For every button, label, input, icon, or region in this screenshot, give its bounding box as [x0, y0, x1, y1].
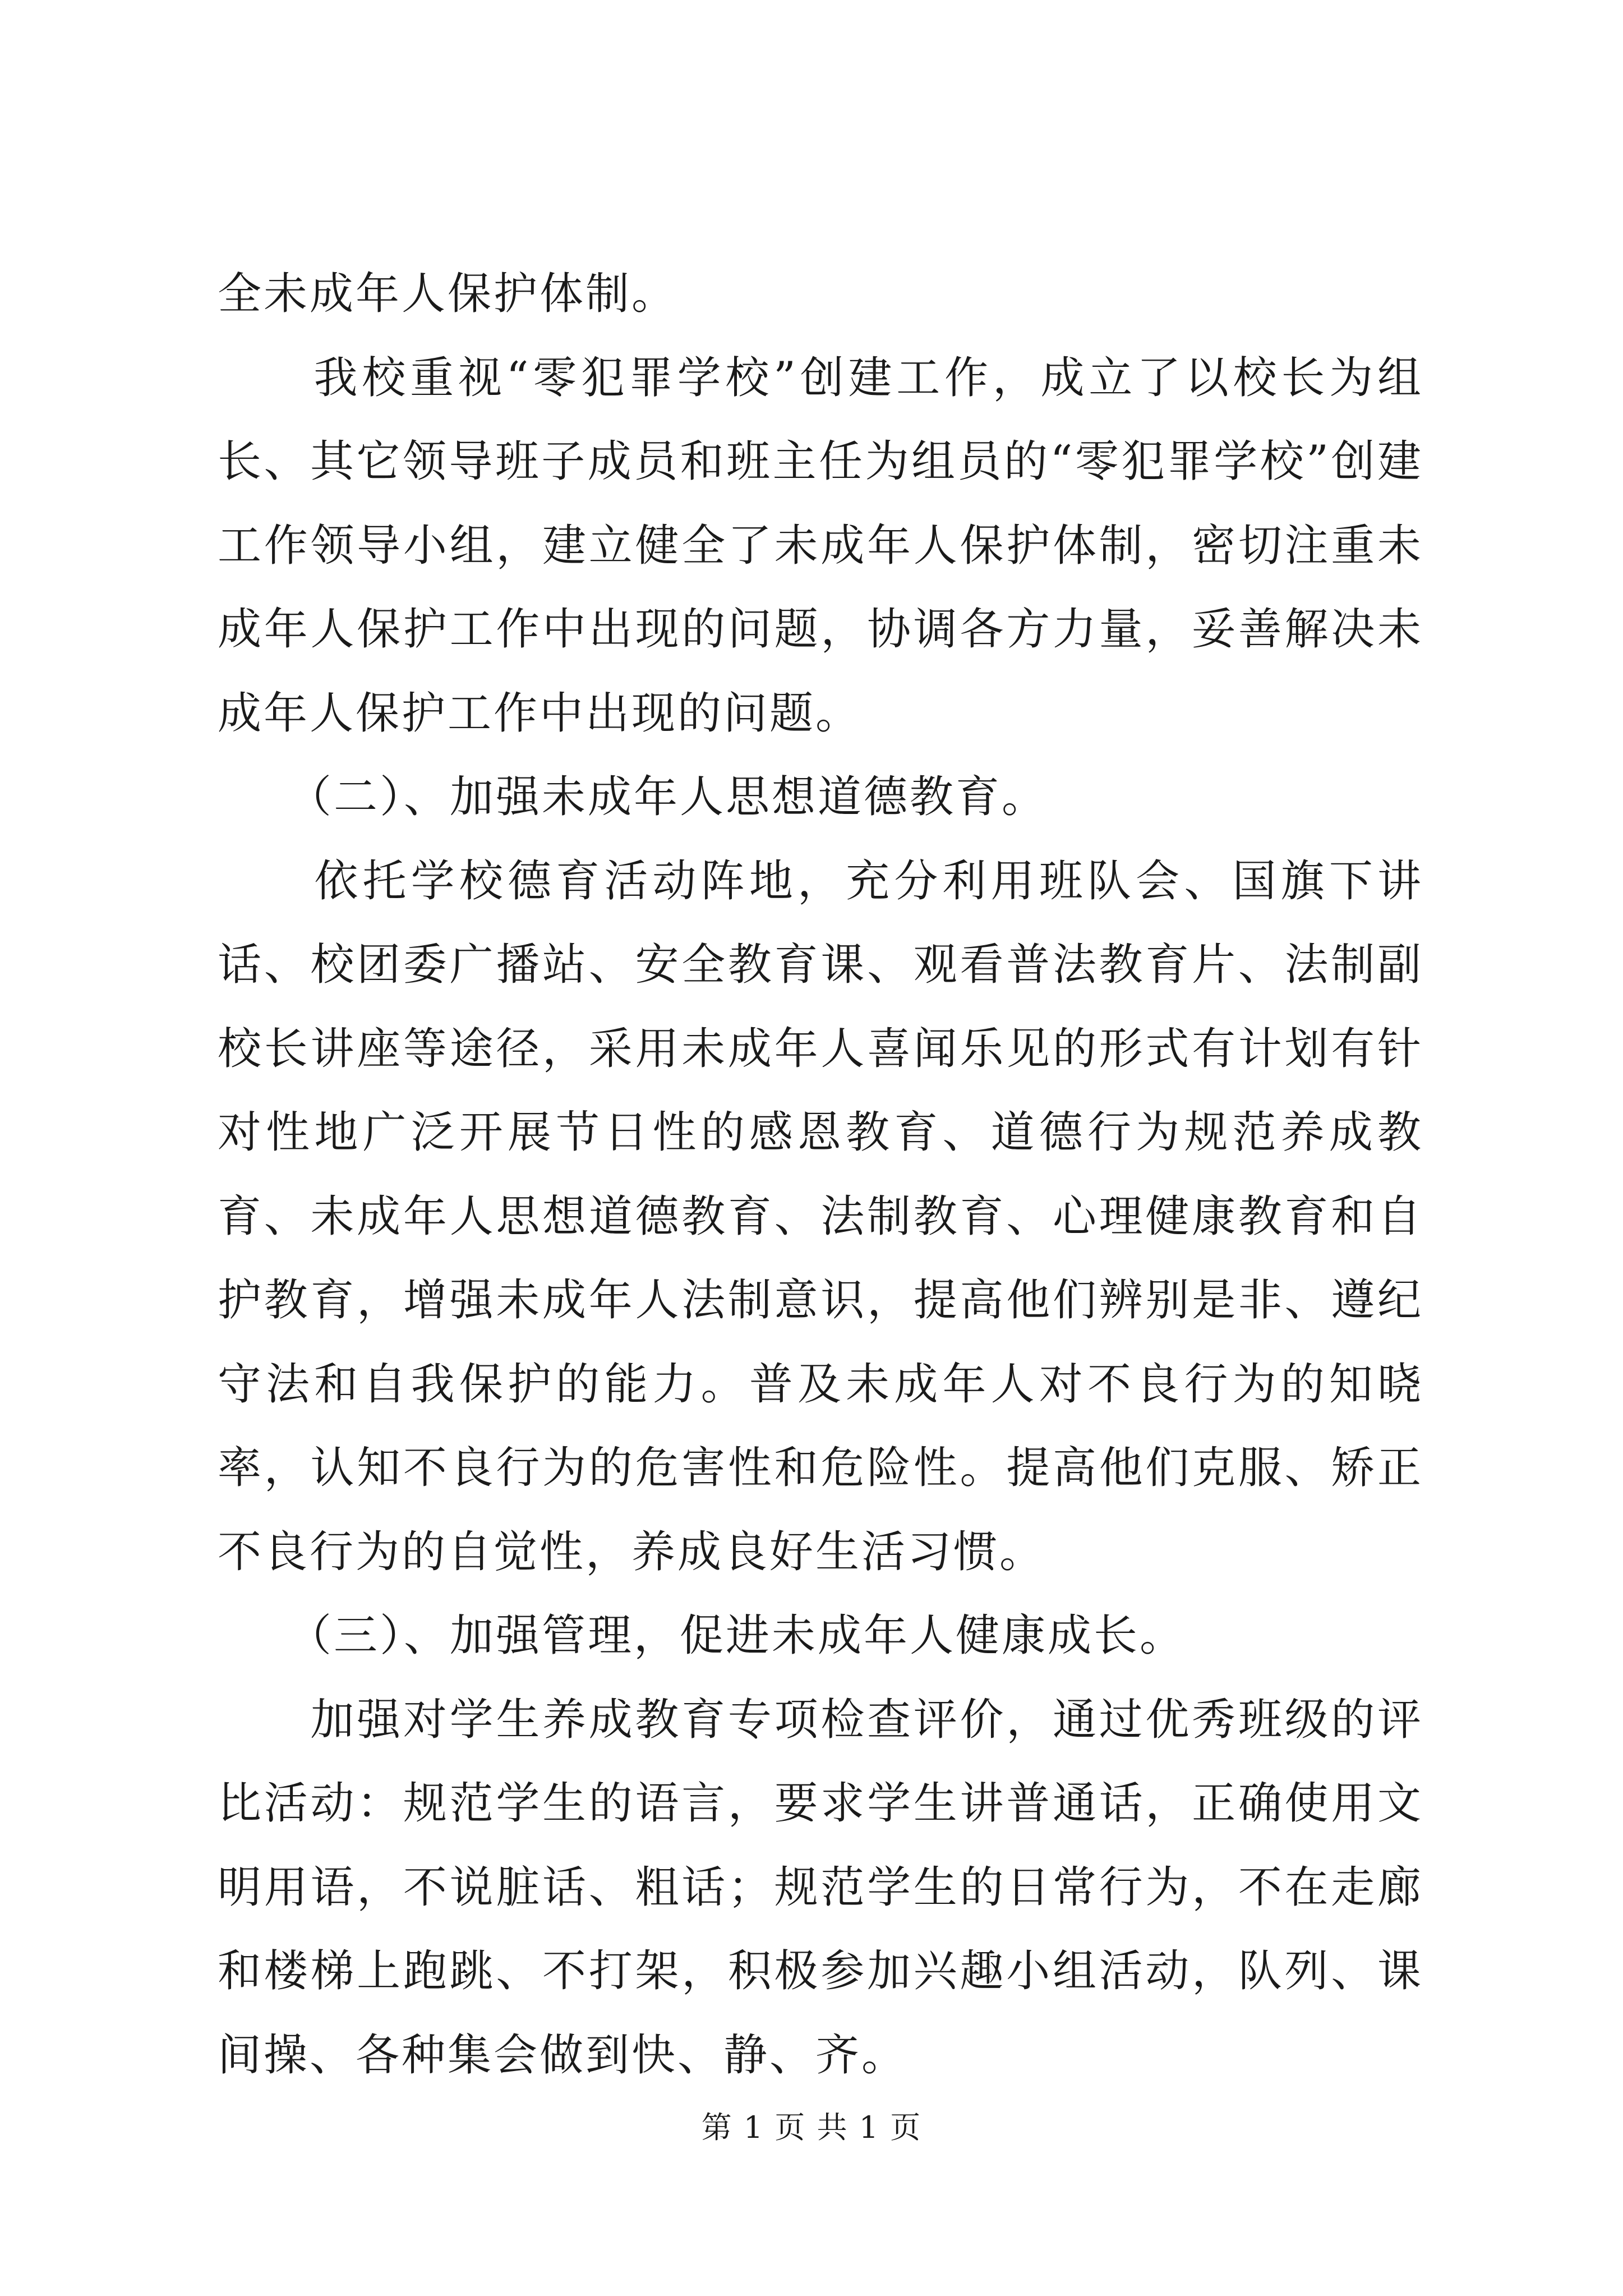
page-footer — [0, 2105, 1623, 2150]
paragraph-continuation: 全未成年人保护体制。 — [218, 269, 678, 319]
paragraph-leadership-group: 我校重视“零犯罪学校”创建工作，成立了以校长为组长、其它领导班子成员和班主任为组员的“零犯罪学校”创建工作领导小组，建立健全了未成年人保护体制，密切注重未成年人保护工作中出现的问题，协调各方力量，妥善解决未成年人保护工作中出现的问题。 — [218, 352, 1423, 739]
paragraph-moral-education: 依托学校德育活动阵地，充分利用班队会、国旗下讲话、校团委广播站、安全教育课、观看普法教育片、法制副校长讲座等途径，采用未成年人喜闻乐见的形式有计划有针对性地广泛开展节日性的感恩教育、道德行为规范养成教育、未成年人思想道德教育、法制教育、心理健康教育和自护教育，增强未成年人法制意识，提高他们辨别是非、遵纪守法和自我保护的能力。普及未成年人对不良行为的知晓率，认知不良行为的危害性和危险性。提高他们克服、矫正不良行为的自觉性，养成良好生活习惯。 — [218, 855, 1423, 1577]
paragraph-management: 加强对学生养成教育专项检查评价，通过优秀班级的评比活动：规范学生的语言，要求学生讲普通话，正确使用文明用语，不说脏话、粗话；规范学生的日常行为，不在走廊和楼梯上跑跳、不打架，积极参加兴趣小组活动，队列、课间操、各种集会做到快、静、齐。 — [218, 1694, 1423, 2081]
section-heading-management: （三）、加强管理，促进未成年人健康成长。 — [218, 1611, 1186, 1661]
page-number: 第 1 页 共 1 页 — [701, 2110, 922, 2145]
document-body — [218, 252, 1423, 2097]
section-heading-moral-education: （二）、加强未成年人思想道德教育。 — [218, 772, 1048, 822]
